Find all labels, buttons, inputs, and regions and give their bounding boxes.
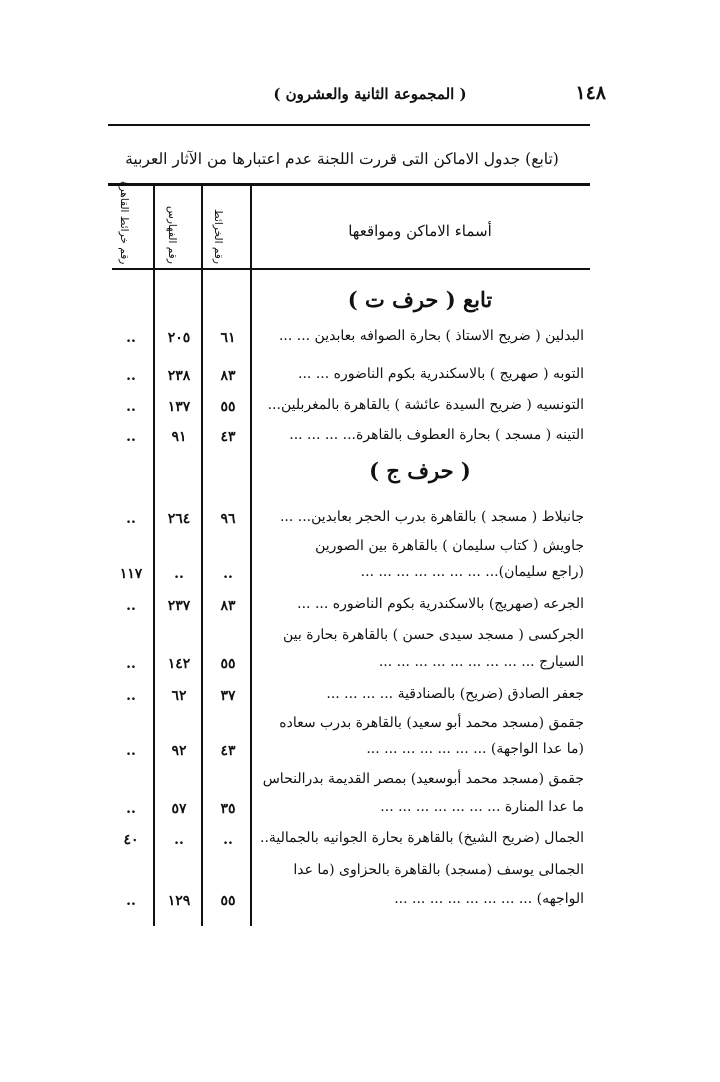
- table-row-entry: جقمق (مسجد محمد أبوسعيد) بمصر القديمة بدرالنحاس: [262, 771, 584, 787]
- table-row-entry: الجمال (ضريح الشيخ) بالقاهرة بحارة الجوانيه بالجمالية..: [260, 830, 584, 846]
- table-row-entry: الجركسى ( مسجد سيدى حسن ) بالقاهرة بحارة بين: [283, 627, 584, 643]
- column-header-map: رقم خرائط القاهرة: [118, 180, 130, 264]
- table-row-entry-continued: السيارج ... ... ... ... ... ... ... ... ...: [378, 654, 584, 670]
- table-cell-plans: ٥٥: [220, 399, 236, 415]
- table-cell-map: ..: [126, 688, 136, 704]
- table-cell-map: ..: [126, 598, 136, 614]
- table-cell-index: ٦٢: [171, 688, 187, 704]
- table-row-entry: جاويش ( كتاب سليمان ) بالقاهرة بين الصورين: [315, 538, 584, 554]
- table-row-entry-continued: الواجهه) ... ... ... ... ... ... ... ...: [394, 891, 584, 907]
- table-cell-plans: ٥٥: [220, 656, 236, 672]
- table-cell-index: ١٣٧: [167, 399, 191, 415]
- table-row-entry: جانبلاط ( مسجد ) بالقاهرة بدرب الحجر بعابدين... ...: [279, 509, 584, 525]
- table-cell-map: ..: [126, 429, 136, 445]
- table-row-entry: التينه ( مسجد ) بحارة العطوف بالقاهرة... ... ... ...: [289, 427, 584, 443]
- table-cell-plans: ٦١: [220, 330, 236, 346]
- table-cell-map: ..: [126, 893, 136, 909]
- table-cell-map: ..: [126, 511, 136, 527]
- column-header-plans: رقم الخرائط: [212, 209, 224, 264]
- table-cell-plans: ٤٣: [220, 429, 236, 445]
- column-header-rule: [112, 268, 590, 270]
- section-heading-jim: ( حرف ج ): [369, 458, 471, 483]
- table-cell-map: ..: [126, 801, 136, 817]
- table-cell-index: ٩١: [171, 429, 187, 445]
- header-rule: [108, 124, 590, 126]
- table-cell-plans: ٣٥: [220, 801, 236, 817]
- table-row-entry: الجرعه (صهريج) بالاسكندرية بكوم الناضوره ... ...: [297, 596, 584, 612]
- table-cell-index: ..: [174, 566, 184, 582]
- table-top-rule: [108, 183, 590, 186]
- table-cell-plans: ..: [223, 566, 233, 582]
- table-row-entry: جقمق (مسجد محمد أبو سعيد) بالقاهرة بدرب سعاده: [279, 715, 584, 731]
- table-cell-plans: ٣٧: [220, 688, 236, 704]
- table-cell-map: ..: [126, 743, 136, 759]
- table-cell-map: ..: [126, 368, 136, 384]
- table-cell-index: ٢٦٤: [167, 511, 191, 527]
- table-cell-map: ١١٧: [119, 566, 143, 582]
- table-row-entry: الجمالى يوسف (مسجد) بالقاهرة بالحزاوى (ما عدا: [293, 862, 584, 878]
- table-cell-index: ١٢٩: [167, 893, 191, 909]
- table-row-entry-continued: (راجع سليمان)... ... ... ... ... ... ... ...: [360, 564, 584, 580]
- column-divider-2: [201, 186, 203, 926]
- table-row-entry: التونسيه ( ضريح السيدة عائشة ) بالقاهرة بالمغربلين...: [267, 397, 584, 413]
- table-row-entry: البدلين ( ضريح الاستاذ ) بحارة الصوافه بعابدين ... ...: [278, 328, 584, 344]
- table-cell-index: ٢٣٧: [167, 598, 191, 614]
- table-cell-plans: ٨٣: [220, 598, 236, 614]
- column-header-names: أسماء الاماكن ومواقعها: [348, 222, 492, 240]
- table-subtitle: (تابع) جدول الاماكن التى قررت اللجنة عدم اعتبارها من الآثار العربية: [125, 150, 559, 168]
- table-row-entry: التوبه ( صهريج ) بالاسكندرية بكوم الناضوره ... ...: [298, 366, 584, 382]
- table-cell-index: ..: [174, 832, 184, 848]
- column-divider-3: [153, 186, 155, 926]
- table-cell-plans: ٥٥: [220, 893, 236, 909]
- column-divider-main: [250, 186, 252, 926]
- running-title: ( المجموعة الثانية والعشرون ): [273, 85, 467, 103]
- page-number: ١٤٨: [575, 82, 606, 104]
- table-row-entry-continued: ما عدا المنارة ... ... ... ... ... ... ...: [380, 799, 584, 815]
- table-cell-index: ١٤٢: [167, 656, 191, 672]
- table-cell-plans: ٩٦: [220, 511, 236, 527]
- table-row-entry: جعفر الصادق (ضريح) بالصنادقية ... ... ... ...: [326, 686, 584, 702]
- table-cell-map: ٤٠: [123, 832, 139, 848]
- table-cell-index: ٢٣٨: [167, 368, 191, 384]
- table-cell-plans: ٤٣: [220, 743, 236, 759]
- section-heading-ta: تابع ( حرف ت ): [347, 287, 493, 312]
- table-cell-map: ..: [126, 330, 136, 346]
- table-cell-map: ..: [126, 399, 136, 415]
- table-cell-index: ٥٧: [171, 801, 187, 817]
- table-cell-index: ٢٠٥: [167, 330, 191, 346]
- table-cell-index: ٩٢: [171, 743, 187, 759]
- table-cell-plans: ..: [223, 832, 233, 848]
- table-cell-plans: ٨٣: [220, 368, 236, 384]
- table-row-entry-continued: (ما عدا الواجهة) ... ... ... ... ... ... ...: [366, 741, 584, 757]
- table-cell-map: ..: [126, 656, 136, 672]
- column-header-index: رقم الفهارس: [166, 206, 178, 264]
